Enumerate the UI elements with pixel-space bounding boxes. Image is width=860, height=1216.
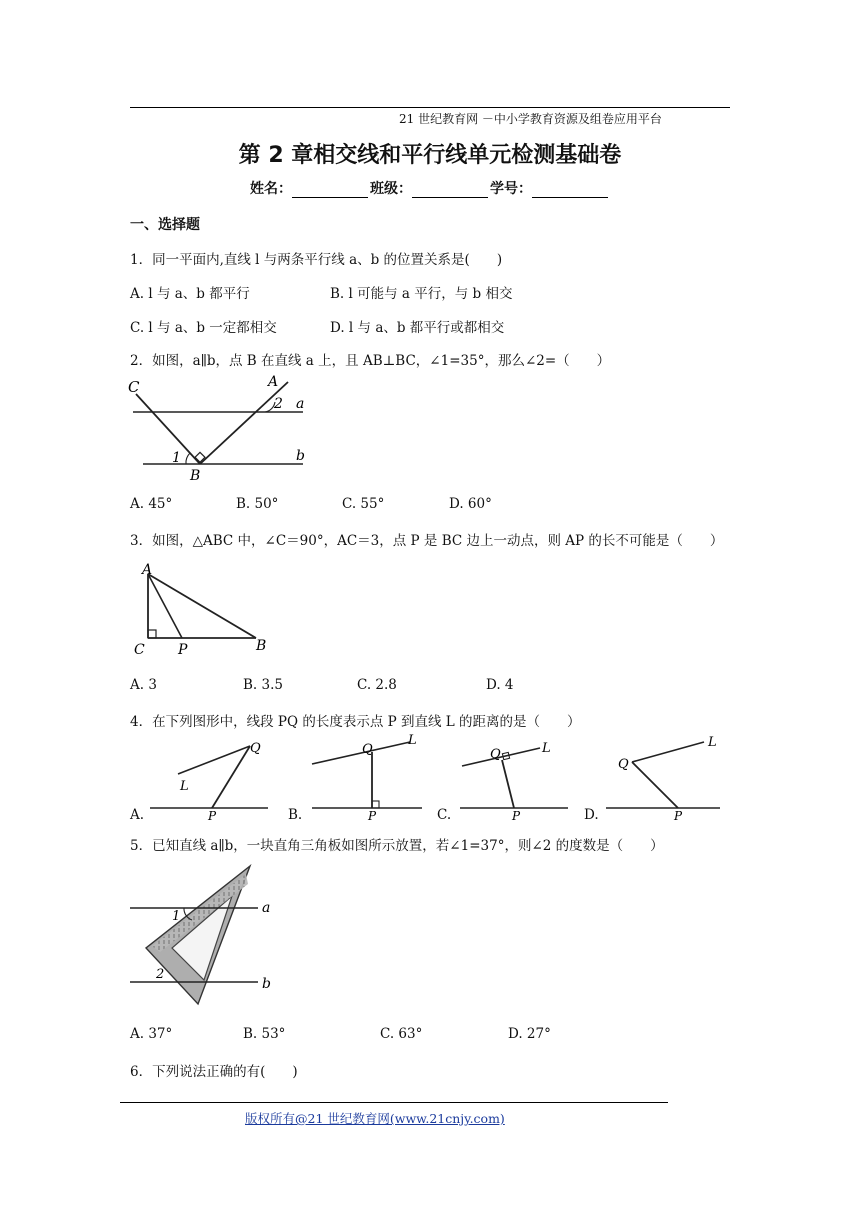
segment-pq [632, 762, 678, 808]
label-p: P [674, 809, 683, 820]
segment-cb [136, 394, 200, 464]
label-l: L [708, 735, 717, 750]
label-a: A [142, 562, 153, 578]
question-1-stem: 1．同一平面内,直线 l 与两条平行线 a、b 的位置关系是( ) [130, 252, 503, 268]
question-1-option-a[interactable]: A. l 与 a、b 都平行 [130, 286, 250, 302]
id-label: 学号： [490, 181, 532, 197]
class-label: 班级： [370, 181, 412, 197]
question-1-option-d[interactable]: D. l 与 a、b 都平行或都相交 [330, 320, 505, 336]
label-1: 1 [172, 450, 181, 466]
question-4-option-d-letter[interactable]: D. [584, 807, 599, 823]
line-l [178, 746, 250, 774]
label-q: Q [618, 757, 629, 772]
label-l: L [542, 741, 551, 756]
segment-ba [200, 382, 288, 464]
label-a: a [262, 900, 271, 916]
label-p: P [368, 809, 377, 820]
label-p: P [208, 809, 217, 820]
label-2: 2 [156, 967, 165, 982]
label-1: 1 [172, 909, 181, 924]
header-rule [130, 107, 730, 108]
label-l: L [408, 733, 417, 748]
header-site-text: 21 世纪教育网 －中小学教育资源及组卷应用平台 [399, 112, 662, 126]
label-l: L [180, 779, 189, 794]
segment-pq [212, 746, 250, 808]
footer-copyright-link[interactable]: 版权所有@21 世纪教育网(www.21cnjy.com) [245, 1111, 505, 1126]
name-blank[interactable] [292, 183, 368, 198]
question-5-option-c[interactable]: C. 63° [380, 1026, 423, 1042]
question-2-option-b[interactable]: B. 50° [236, 496, 279, 512]
question-6-stem: 6．下列说法正确的有( ) [130, 1064, 298, 1080]
angle-1-arc [186, 453, 190, 464]
question-3-option-c[interactable]: C. 2.8 [357, 677, 397, 693]
line-l [312, 742, 410, 764]
question-3-option-a[interactable]: A. 3 [130, 677, 157, 693]
line-l [632, 742, 704, 762]
question-5-option-a[interactable]: A. 37° [130, 1026, 173, 1042]
segment-pq [502, 760, 514, 808]
question-5-stem: 5．已知直线 a∥b，一块直角三角板如图所示放置，若∠1=37°，则∠2 的度数是（ ） [130, 838, 664, 854]
label-2: 2 [274, 396, 283, 412]
label-p: P [512, 809, 521, 820]
question-4-stem: 4．在下列图形中，线段 PQ 的长度表示点 P 到直线 L 的距离的是（ ） [130, 714, 581, 730]
question-4-option-c-letter[interactable]: C. [437, 807, 452, 823]
section-title: 一、选择题 [130, 217, 200, 233]
question-4-figure-a[interactable] [148, 738, 272, 820]
question-2-option-d[interactable]: D. 60° [449, 496, 492, 512]
student-info [0, 178, 860, 198]
question-2-figure [128, 374, 313, 484]
question-2-stem: 2．如图，a∥b，点 B 在直线 a 上，且 AB⊥BC，∠1=35°，那么∠2=（ ） [130, 353, 611, 369]
label-q: Q [250, 741, 261, 756]
label-q: Q [490, 747, 501, 762]
question-1-option-c[interactable]: C. l 与 a、b 一定都相交 [130, 320, 277, 336]
question-2-option-c[interactable]: C. 55° [342, 496, 385, 512]
question-4-option-a-letter[interactable]: A. [130, 807, 145, 823]
label-a-point: A [268, 374, 279, 390]
right-angle-mark [148, 630, 156, 638]
label-b-line: b [296, 448, 305, 464]
footer-rule [120, 1102, 668, 1103]
name-label: 姓名： [250, 181, 292, 197]
question-4-figure-c[interactable] [456, 736, 580, 820]
label-q: Q [362, 742, 373, 757]
class-blank[interactable] [412, 183, 488, 198]
question-3-figure [128, 562, 278, 658]
label-p: P [178, 642, 188, 658]
question-5-figure [128, 862, 276, 1010]
label-c: C [128, 378, 140, 396]
label-b: B [256, 638, 267, 654]
question-5-option-b[interactable]: B. 53° [243, 1026, 286, 1042]
question-3-option-d[interactable]: D. 4 [486, 677, 514, 693]
question-3-option-b[interactable]: B. 3.5 [243, 677, 283, 693]
label-b: b [262, 976, 271, 992]
line-l [462, 748, 540, 766]
question-5-option-d[interactable]: D. 27° [508, 1026, 551, 1042]
label-b-point: B [190, 468, 201, 484]
question-2-option-a[interactable]: A. 45° [130, 496, 173, 512]
question-4-figure-d[interactable] [604, 732, 724, 820]
right-angle-mark [372, 801, 379, 808]
question-3-stem: 3．如图，△ABC 中，∠C＝90°，AC＝3，点 P 是 BC 边上一动点，则 AP 的长不可能是（ ） [130, 533, 724, 549]
label-a-line: a [296, 396, 305, 412]
question-4-option-b-letter[interactable]: B. [288, 807, 303, 823]
question-4-figure-b[interactable] [306, 732, 430, 820]
id-blank[interactable] [532, 183, 608, 198]
page-title: 第 2 章相交线和平行线单元检测基础卷 [238, 143, 622, 168]
question-1-option-b[interactable]: B. l 可能与 a 平行，与 b 相交 [330, 286, 513, 302]
label-c: C [134, 642, 145, 658]
